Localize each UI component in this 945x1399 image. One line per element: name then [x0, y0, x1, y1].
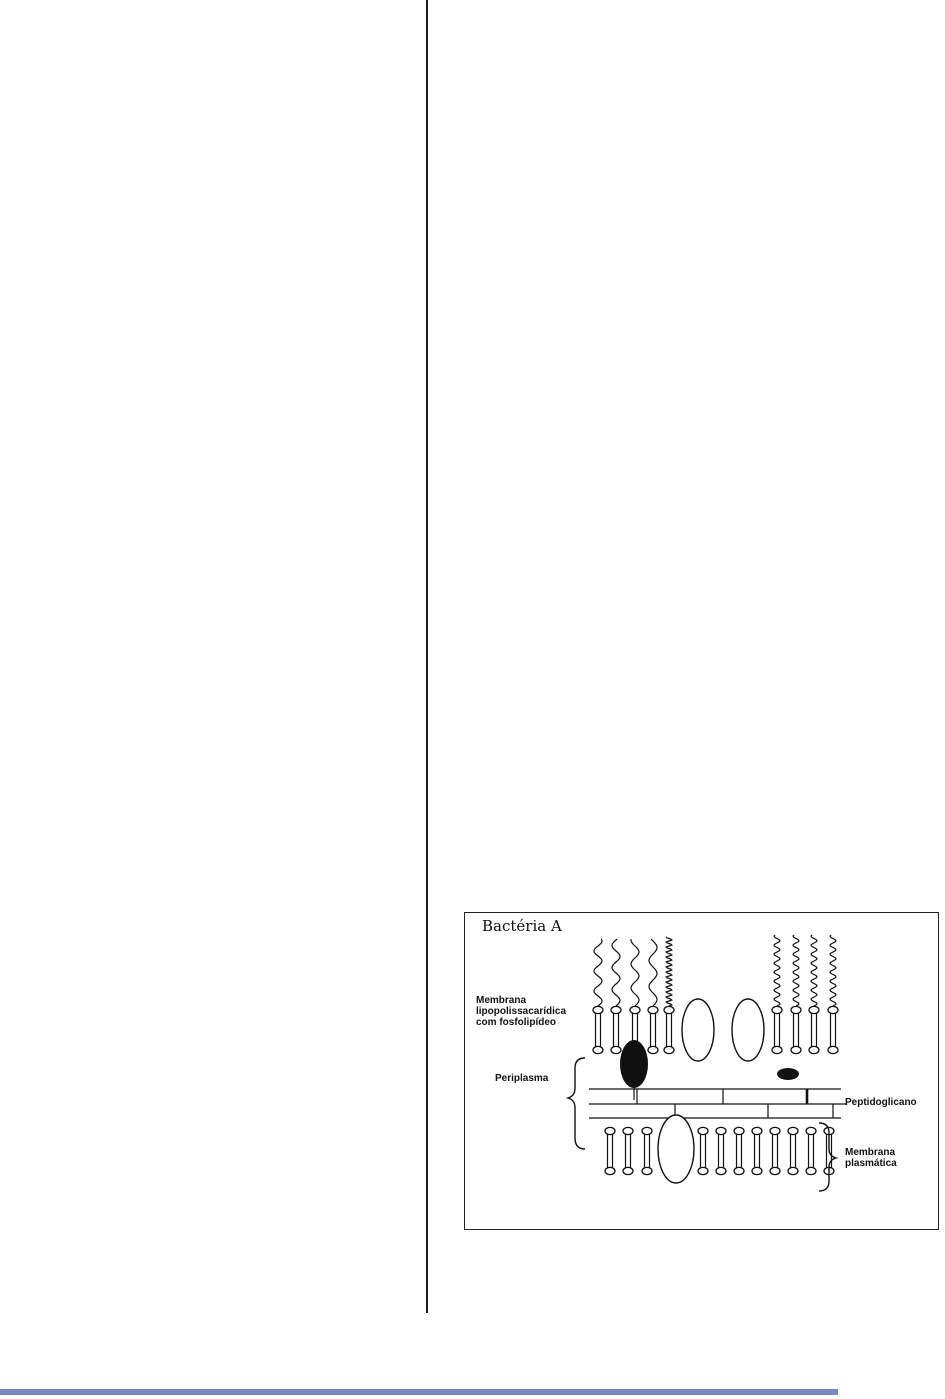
lps-chain: [830, 935, 836, 1006]
lps-chain: [811, 935, 817, 1006]
lipid-head: [648, 1006, 658, 1013]
periplasm-label: Periplasma: [495, 1073, 549, 1084]
peptidoglycan-label: Peptidoglicano: [845, 1097, 917, 1108]
periplasmic-protein: [777, 1068, 799, 1080]
lipid-head: [716, 1127, 726, 1134]
lipid-head: [772, 1046, 782, 1053]
footer-bar: [0, 1389, 838, 1395]
lipid-head: [806, 1127, 816, 1134]
lipid-head: [664, 1046, 674, 1053]
lipid-head: [698, 1167, 708, 1174]
lps-chain: [793, 935, 799, 1006]
plasma-membrane-label-line: Membrana: [845, 1147, 896, 1158]
lipid-head: [611, 1046, 621, 1053]
lipid-head: [611, 1006, 621, 1013]
periplasmic-protein: [620, 1040, 648, 1088]
porin-protein: [732, 999, 764, 1061]
lipid-head: [642, 1127, 652, 1134]
lipid-head: [772, 1006, 782, 1013]
lipid-head: [623, 1167, 633, 1174]
lps-chain: [612, 939, 620, 1006]
lipid-head: [791, 1046, 801, 1053]
cell-envelope-diagram: [465, 913, 937, 1228]
lipid-head: [642, 1167, 652, 1174]
lipid-head: [698, 1127, 708, 1134]
lps-chain: [631, 939, 639, 1006]
outer-membrane-label-line: com fosfolipídeo: [476, 1017, 556, 1028]
lipid-head: [809, 1006, 819, 1013]
lipid-head: [828, 1046, 838, 1053]
lipid-head: [791, 1006, 801, 1013]
figure-title: Bactéria A: [482, 917, 562, 935]
lipid-head: [593, 1046, 603, 1053]
outer-membrane-label-line: lipopolissacarídica: [476, 1006, 567, 1017]
membrane-protein: [658, 1115, 694, 1183]
lipid-head: [788, 1127, 798, 1134]
lps-chain: [666, 937, 672, 1006]
lipid-head: [734, 1127, 744, 1134]
lipid-head: [752, 1127, 762, 1134]
lipid-head: [770, 1127, 780, 1134]
lipid-head: [828, 1006, 838, 1013]
lipid-head: [664, 1006, 674, 1013]
porin-protein: [682, 999, 714, 1061]
lipid-head: [623, 1127, 633, 1134]
lipid-head: [770, 1167, 780, 1174]
lipid-head: [809, 1046, 819, 1053]
lipid-head: [806, 1167, 816, 1174]
lipid-head: [788, 1167, 798, 1174]
plasma-membrane-label-line: plasmática: [845, 1158, 897, 1169]
lipid-head: [630, 1006, 640, 1013]
column-divider: [426, 0, 428, 1313]
lipid-head: [716, 1167, 726, 1174]
periplasm-brace: [568, 1058, 585, 1149]
lipid-head: [648, 1046, 658, 1053]
lps-chain: [774, 935, 780, 1006]
lipid-head: [734, 1167, 744, 1174]
lps-chain: [649, 939, 657, 1006]
lps-chain: [594, 939, 602, 1006]
lipid-head: [605, 1167, 615, 1174]
lipid-head: [593, 1006, 603, 1013]
outer-membrane-label-line: Membrana: [476, 995, 527, 1006]
bacteria-figure: [464, 912, 939, 1230]
lipid-head: [605, 1127, 615, 1134]
lipid-head: [752, 1167, 762, 1174]
